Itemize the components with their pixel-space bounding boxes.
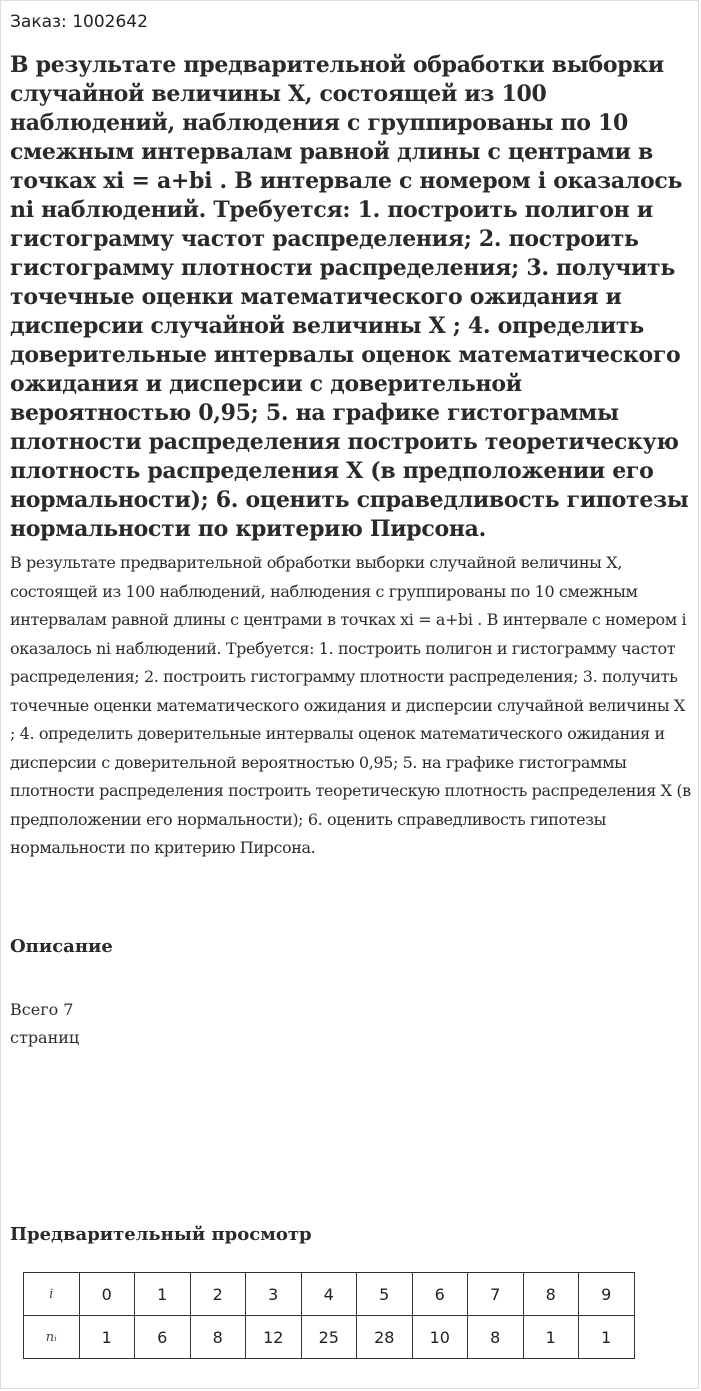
description-heading: Описание <box>10 936 113 957</box>
table-row-label-n: nᵢ <box>24 1316 80 1359</box>
table-cell: 9 <box>579 1273 635 1316</box>
table-row-i <box>24 1273 635 1316</box>
table-cell: 8 <box>523 1273 579 1316</box>
order-line <box>10 11 148 33</box>
table-cell: 0 <box>79 1273 135 1316</box>
table-cell: 3 <box>246 1273 302 1316</box>
table-cell: 5 <box>357 1273 413 1316</box>
order-number: 1002642 <box>72 12 148 32</box>
table-cell: 8 <box>190 1316 246 1359</box>
task-description: В результате предварительной обработки выборки случайной величины X, состоящей из 100 наблюдений, наблюдения с группированы по 10 смежным интервалам равной длины с центрами в точках xi = a+bi . В интервале с номером i оказалось ni наблюдений. Требуется: 1. построить полигон и гистограмму частот распределения; 2. построить гистограмму плотности распределения; 3. получить точечные оценки математического ожидания и дисперсии случайной величины X ; 4. определить доверительные интервалы оценок математического ожидания и дисперсии с доверительной вероятностью 0,95; 5. на графике гистограммы плотности распределения построить теоретическую плотность распределения X (в предположении его нормальности); 6. оценить справедливость гипотезы нормальности по критерию Пирсона. <box>10 553 691 857</box>
table-row-n <box>24 1316 635 1359</box>
table-cell: 6 <box>412 1273 468 1316</box>
table-cell: 6 <box>135 1316 191 1359</box>
page-count-line-2: страниц <box>10 1028 80 1047</box>
table-cell: 28 <box>357 1316 413 1359</box>
page-count-line-1: Всего 7 <box>10 1000 74 1019</box>
table-cell: 1 <box>523 1316 579 1359</box>
table-row-label-i: i <box>24 1273 80 1316</box>
table-cell: 1 <box>579 1316 635 1359</box>
table-cell: 12 <box>246 1316 302 1359</box>
table-cell: 1 <box>135 1273 191 1316</box>
table-cell: 4 <box>301 1273 357 1316</box>
table-cell: 1 <box>79 1316 135 1359</box>
table-cell: 8 <box>468 1316 524 1359</box>
page-count <box>10 996 79 1052</box>
table-cell: 25 <box>301 1316 357 1359</box>
order-label: Заказ: <box>10 12 67 32</box>
page-title: В результате предварительной обработки выборки случайной величины X, состоящей из 100 наблюдений, наблюдения с группированы по 10 смежным интервалам равной длины с центрами в точках xi = a+bi . В интервале с номером i оказалось ni наблюдений. Требуется: 1. построить полигон и гистограмму частот распределения; 2. построить гистограмму плотности распределения; 3. получить точечные оценки математического ожидания и дисперсии случайной величины X ; 4. определить доверительные интервалы оценок математического ожидания и дисперсии с доверительной вероятностью 0,95; 5. на графике гистограммы плотности распределения построить теоретическую плотность распределения X (в предположении его нормальности); 6. оценить справедливость гипотезы нормальности по критерию Пирсона. <box>10 52 689 542</box>
table-cell: 10 <box>412 1316 468 1359</box>
table-cell: 7 <box>468 1273 524 1316</box>
table-cell: 2 <box>190 1273 246 1316</box>
preview-table <box>23 1272 635 1359</box>
preview-heading: Предварительный просмотр <box>10 1224 312 1245</box>
